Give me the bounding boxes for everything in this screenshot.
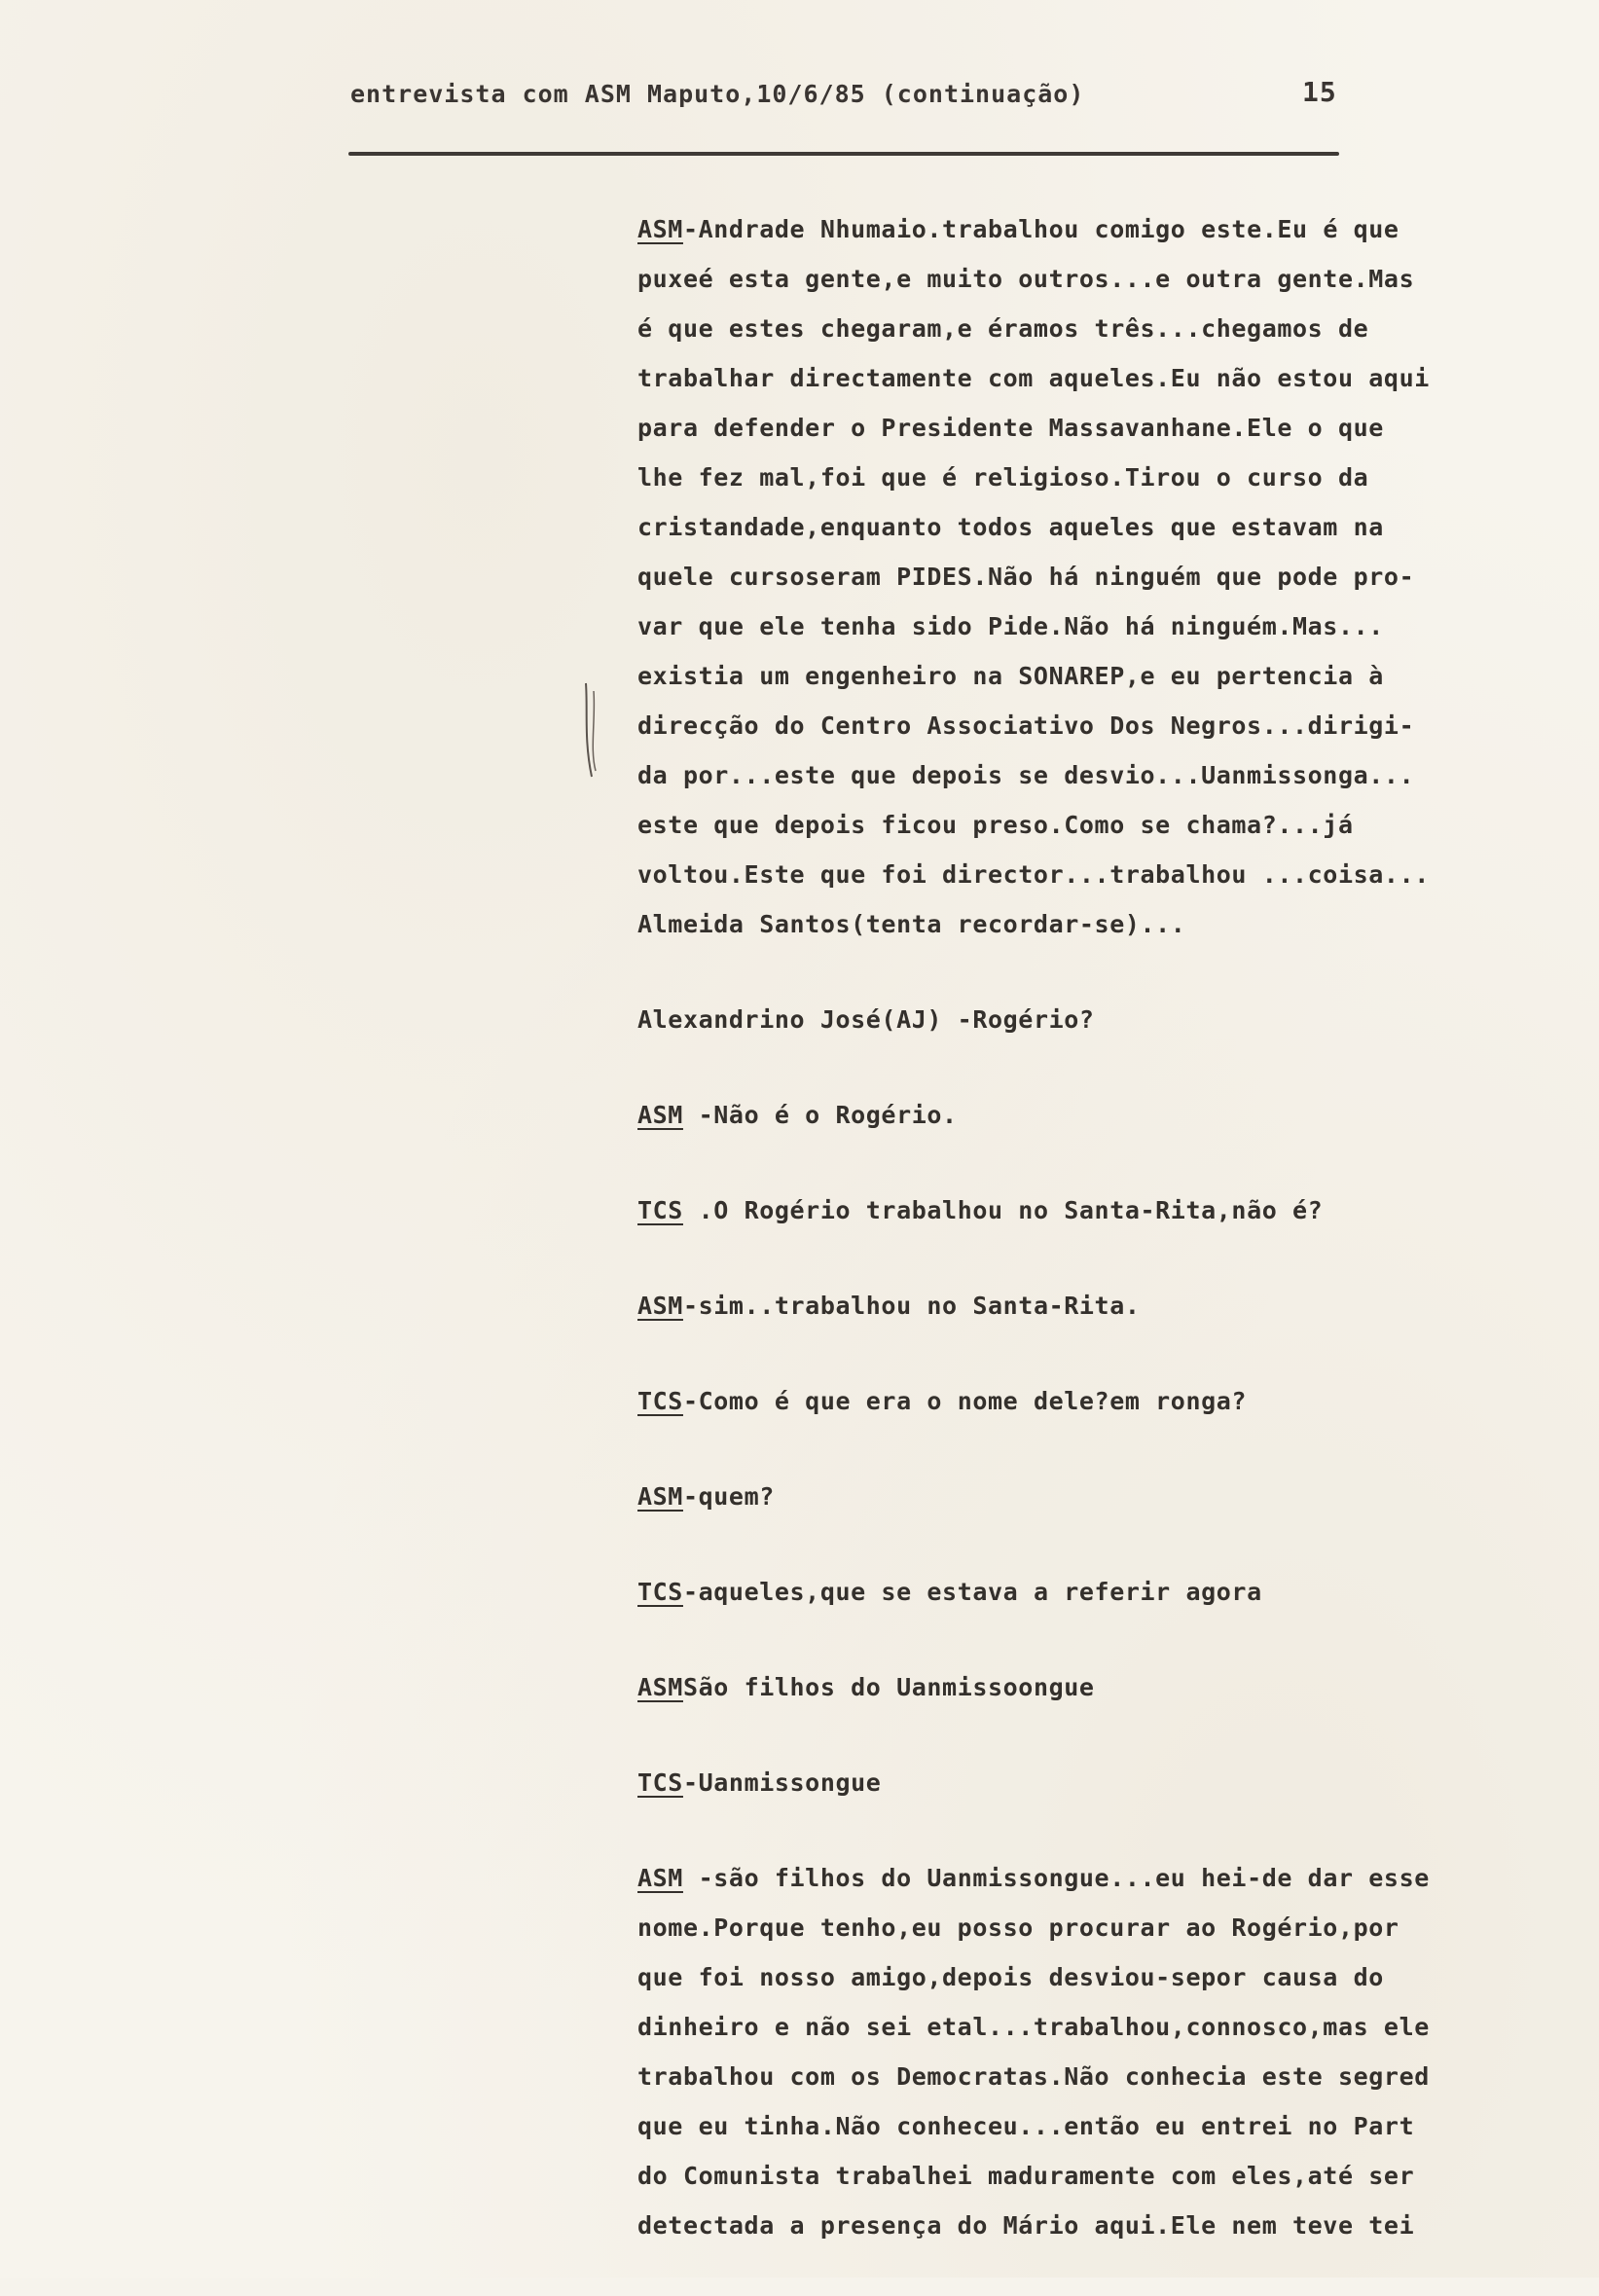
header-rule xyxy=(348,152,1339,156)
dialogue-turn xyxy=(637,1853,1572,2250)
dialogue-line: existia um engenheiro na SONAREP,e eu pertencia à xyxy=(637,662,1384,690)
dialogue-turn xyxy=(637,1376,1572,1426)
speaker-label: ASM xyxy=(637,1292,683,1320)
dialogue-line: cristandade,enquanto todos aqueles que estavam na xyxy=(637,513,1384,541)
speaker-label: Alexandrino José(AJ) xyxy=(637,1005,943,1034)
speaker-label: TCS xyxy=(637,1387,683,1415)
dialogue-line: voltou.Este que foi director...trabalhou ...coisa... xyxy=(637,860,1430,889)
dialogue-turn xyxy=(637,1567,1572,1617)
dialogue-line: que foi nosso amigo,depois desviou-sepor causa do xyxy=(637,1963,1384,1991)
speaker-label: TCS xyxy=(637,1768,683,1797)
dialogue-turn xyxy=(637,1758,1572,1807)
speaker-label: ASM xyxy=(637,1482,683,1511)
dialogue-line: detectada a presença do Mário aqui.Ele nem teve tei xyxy=(637,2211,1415,2240)
dialogue-line: que eu tinha.Não conheceu...então eu entrei no Part xyxy=(637,2112,1415,2140)
dialogue-line: TCS-Uanmissongue xyxy=(637,1768,882,1797)
speaker-label: ASM xyxy=(637,1101,683,1129)
dialogue-line: TCS-aqueles,que se estava a referir agora xyxy=(637,1578,1262,1606)
dialogue-turn xyxy=(637,1472,1572,1521)
dialogue-line: é que estes chegaram,e éramos três...chegamos de xyxy=(637,314,1369,343)
dialogue-line: ASM-Andrade Nhumaio.trabalhou comigo este.Eu é que xyxy=(637,215,1399,243)
dialogue-line: nome.Porque tenho,eu posso procurar ao Rogério,por xyxy=(637,1913,1399,1942)
dialogue-line: quele cursoseram PIDES.Não há ninguém que pode pro- xyxy=(637,563,1415,591)
speaker-label: ASM xyxy=(637,215,683,243)
dialogue-line: puxeé esta gente,e muito outros...e outra gente.Mas xyxy=(637,265,1415,293)
dialogue-line: direcção do Centro Associativo Dos Negros...dirigi- xyxy=(637,711,1415,740)
margin-annotation-icon xyxy=(580,681,601,779)
dialogue-line: ASMSão filhos do Uanmissoongue xyxy=(637,1673,1095,1701)
dialogue-line: Alexandrino José(AJ) -Rogério? xyxy=(637,1005,1095,1034)
dialogue-line: trabalhar directamente com aqueles.Eu não estou aqui xyxy=(637,364,1430,392)
dialogue-line: Almeida Santos(tenta recordar-se)... xyxy=(637,910,1186,938)
interview-transcript xyxy=(637,204,1572,2296)
dialogue-line: lhe fez mal,foi que é religioso.Tirou o curso da xyxy=(637,463,1369,492)
page-number: 15 xyxy=(1302,76,1337,108)
dialogue-turn xyxy=(637,995,1572,1044)
dialogue-line: este que depois ficou preso.Como se chama?...já xyxy=(637,811,1354,839)
page-header xyxy=(350,70,1343,119)
speaker-label: ASM xyxy=(637,1673,683,1701)
dialogue-turn xyxy=(637,204,1572,949)
dialogue-line: ASM-quem? xyxy=(637,1482,775,1511)
dialogue-line: var que ele tenha sido Pide.Não há ninguém.Mas... xyxy=(637,612,1384,640)
dialogue-turn xyxy=(637,1662,1572,1712)
dialogue-turn xyxy=(637,1090,1572,1140)
speaker-label: ASM xyxy=(637,1864,683,1892)
dialogue-line: TCS .O Rogério trabalhou no Santa-Rita,não é? xyxy=(637,1196,1324,1224)
header-title: entrevista com ASM Maputo,10/6/85 (continuação) xyxy=(350,80,1085,108)
dialogue-turn xyxy=(637,1281,1572,1330)
dialogue-line: para defender o Presidente Massavanhane.Ele o que xyxy=(637,414,1384,442)
dialogue-line: dinheiro e não sei etal...trabalhou,connosco,mas ele xyxy=(637,2013,1430,2041)
dialogue-line: TCS-Como é que era o nome dele?em ronga? xyxy=(637,1387,1248,1415)
speaker-label: TCS xyxy=(637,1578,683,1606)
dialogue-line: da por...este que depois se desvio...Uanmissonga... xyxy=(637,761,1415,789)
dialogue-turn xyxy=(637,1185,1572,1235)
dialogue-line: ASM-sim..trabalhou no Santa-Rita. xyxy=(637,1292,1141,1320)
dialogue-line: do Comunista trabalhei maduramente com eles,até ser xyxy=(637,2162,1415,2190)
dialogue-line: ASM -Não é o Rogério. xyxy=(637,1101,958,1129)
speaker-label: TCS xyxy=(637,1196,683,1224)
dialogue-line: trabalhou com os Democratas.Não conhecia este segred xyxy=(637,2062,1430,2091)
dialogue-line: ASM -são filhos do Uanmissongue...eu hei-de dar esse xyxy=(637,1864,1430,1892)
